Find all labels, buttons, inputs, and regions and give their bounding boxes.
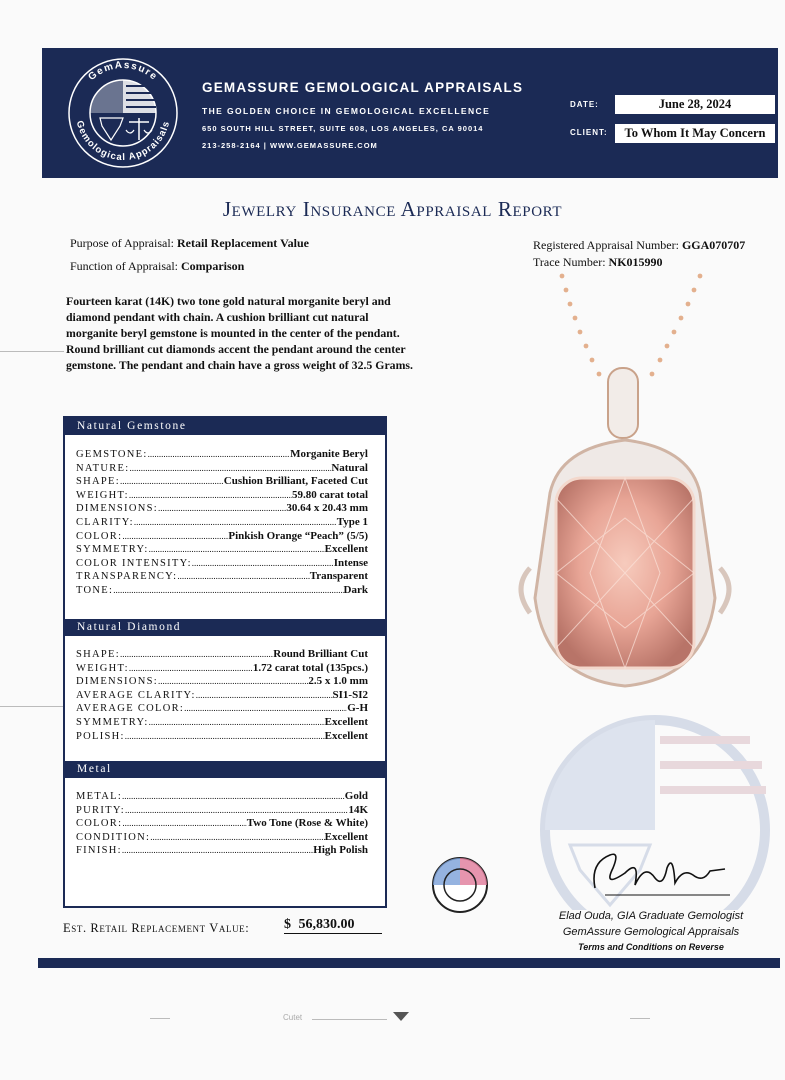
leader-dots [184, 702, 347, 715]
letterhead-banner [42, 48, 778, 178]
gemstone-row-label: WEIGHT: [76, 489, 129, 501]
leader-dots [113, 584, 343, 597]
diamond-row-label: POLISH: [76, 730, 125, 742]
appraiser-name: Elad Ouda, GIA Graduate Gemologist [558, 910, 744, 922]
seal-bottom-text: Gemological Appraisals [73, 119, 173, 164]
gemstone-row-value: Intense [333, 556, 368, 569]
company-seal-icon [64, 56, 182, 170]
diamond-row [76, 730, 368, 743]
diamond-row [76, 716, 368, 729]
estimate-value-box [284, 917, 382, 934]
scan-mark [630, 1018, 650, 1019]
metal-heading: Metal [65, 761, 385, 778]
diamond-row-value: 2.5 x 1.0 mm [308, 675, 368, 688]
function-value: Comparison [181, 259, 245, 273]
gemstone-row-value: Pinkish Orange “Peach” (5/5) [228, 529, 368, 542]
report-title: Jewelry Insurance Appraisal Report [222, 197, 563, 221]
leader-dots [196, 689, 333, 702]
footer-bar [38, 958, 780, 968]
gemstone-row [76, 543, 368, 556]
company-tagline: THE GOLDEN CHOICE IN GEMOLOGICAL EXCELLENCE [202, 106, 491, 116]
leader-dots [192, 557, 334, 570]
gemstone-row-label: DIMENSIONS: [76, 503, 158, 515]
purpose-label: Purpose of Appraisal: [70, 236, 174, 250]
function-line [70, 259, 244, 274]
metal-row-label: CONDITION: [76, 831, 151, 843]
leader-dots [125, 804, 348, 817]
leader-dots [120, 648, 273, 661]
scan-line [0, 351, 64, 352]
diamond-row-label: AVERAGE CLARITY: [76, 689, 196, 701]
gemstone-row-label: CLARITY: [76, 517, 134, 528]
gemstone-row-label: NATURE: [76, 462, 130, 474]
scan-line [0, 706, 64, 707]
metal-row-value: 14K [348, 803, 368, 816]
trace-label: Trace Number: [533, 255, 606, 269]
company-name: GEMASSURE GEMOLOGICAL APPRAISALS [202, 80, 524, 95]
scan-footer-text: Cutet [283, 1013, 303, 1022]
leader-dots [149, 543, 325, 556]
gemstone-row-value: Type 1 [336, 516, 368, 528]
gemstone-row-value: Transparent [309, 570, 368, 583]
gemstone-row-label: SYMMETRY: [76, 544, 149, 556]
diamond-row-value: Excellent [324, 716, 368, 728]
leader-dots [129, 462, 331, 475]
leader-dots [122, 817, 246, 830]
diamond-row [76, 675, 368, 688]
gemstone-row-value: Natural [331, 461, 368, 474]
leader-dots [122, 790, 345, 803]
gemstone-row-label: GEMSTONE: [76, 449, 148, 460]
company-address: 650 SOUTH HILL STREET, SUITE 608, LOS ANGELES, CA 90014 [202, 124, 484, 133]
svg-text:Gemological Appraisals [74, 119, 172, 163]
signature-image [585, 843, 735, 903]
pendant-photo [500, 268, 750, 698]
item-description: Fourteen karat (14K) two tone gold natural morganite beryl and diamond pendant with chain. A cushion brilliant cut natural morganite beryl gemstone is mounted in the center of the pendant. Round brilliant cut diamonds accent the pendant around the center gemstone. The pendant and chain have a gross weight of 32.5 Grams. [66, 294, 413, 372]
metal-row-value: High Polish [313, 844, 368, 857]
metal-row [76, 831, 368, 844]
registered-value: GGA070707 [681, 238, 746, 252]
diamond-row-value: G-H [347, 702, 368, 715]
diamond-heading: Natural Diamond [65, 619, 385, 636]
diamond-row-value: Excellent [324, 729, 368, 742]
scan-mark [150, 1018, 170, 1019]
specification-table [63, 416, 387, 908]
gemstone-heading: Natural Gemstone [65, 418, 385, 435]
gemstone-row-label: COLOR INTENSITY: [76, 557, 192, 569]
gemstone-row [76, 475, 368, 488]
metal-row-value: Gold [344, 790, 368, 802]
date-value: June 28, 2024 [615, 95, 775, 114]
gemstone-row-label: TRANSPARENCY: [76, 571, 178, 583]
leader-dots [120, 475, 224, 488]
leader-dots [158, 502, 286, 515]
estimate-currency: $ [284, 917, 291, 932]
diamond-row [76, 662, 368, 675]
leader-dots [134, 516, 337, 529]
metal-row-label: METAL: [76, 791, 123, 802]
diamond-row-value: 1.72 carat total (135pcs.) [252, 661, 368, 674]
gemstone-row-value: 59.80 carat total [291, 488, 368, 501]
estimate-value: 56,830.00 [298, 917, 355, 932]
registered-label: Registered Appraisal Number: [533, 238, 679, 252]
gemstone-row-value: Excellent [324, 543, 368, 556]
diamond-row-label: WEIGHT: [76, 662, 129, 674]
gemstone-row-value: 30.64 x 20.43 mm [286, 502, 368, 515]
purpose-line [70, 236, 309, 251]
gemstone-row [76, 462, 368, 475]
metal-row [76, 804, 368, 817]
diamond-row-label: DIMENSIONS: [76, 676, 158, 688]
metal-row [76, 844, 368, 857]
leader-dots [122, 844, 313, 857]
metal-row-value: Excellent [324, 830, 368, 843]
small-seal-icon [430, 855, 490, 915]
purpose-value: Retail Replacement Value [177, 236, 309, 250]
diamond-row-value: SI1-SI2 [332, 688, 368, 701]
diamond-row [76, 648, 368, 661]
metal-row [76, 790, 368, 803]
date-label: DATE: [570, 100, 599, 109]
leader-dots [177, 570, 309, 583]
diamond-row-label: SHAPE: [76, 649, 120, 660]
function-label: Function of Appraisal: [70, 259, 178, 273]
gemstone-row [76, 502, 368, 515]
gemstone-row [76, 516, 368, 529]
gemstone-row-label: SHAPE: [76, 476, 120, 488]
diamond-row-label: AVERAGE COLOR: [76, 703, 185, 715]
company-contact: 213-258-2164 | WWW.GEMASSURE.COM [202, 141, 378, 150]
registered-line [533, 238, 745, 253]
metal-row-label: PURITY: [76, 804, 125, 816]
gemstone-row [76, 489, 368, 502]
leader-dots [149, 716, 325, 729]
gemstone-row [76, 570, 368, 583]
client-value: To Whom It May Concern [615, 124, 775, 143]
gemstone-row [76, 557, 368, 570]
gemstone-row-label: TONE: [76, 585, 114, 596]
diamond-row [76, 689, 368, 702]
metal-row [76, 817, 368, 830]
terms-note: Terms and Conditions on Reverse [578, 942, 724, 952]
leader-dots [158, 675, 308, 688]
chain-icon [560, 274, 703, 377]
gemstone-row-value: Morganite Beryl [290, 448, 368, 460]
estimate-label: Est. Retail Replacement Value: [63, 921, 250, 935]
leader-dots [129, 489, 292, 502]
leader-dots [148, 448, 291, 461]
trace-value: NK015990 [608, 255, 663, 269]
gemstone-row-label: COLOR: [76, 530, 123, 542]
gemstone-row-value: Dark [343, 584, 368, 596]
diamond-row-label: SYMMETRY: [76, 717, 149, 728]
leader-dots [129, 662, 253, 675]
metal-row-label: FINISH: [76, 845, 122, 857]
appraiser-company: GemAssure Gemological Appraisals [562, 926, 740, 938]
gemstone-row-value: Cushion Brilliant, Faceted Cut [223, 475, 368, 488]
triangle-down-icon [393, 1012, 409, 1022]
diamond-row [76, 702, 368, 715]
gemstone-row [76, 530, 368, 543]
metal-row-value: Two Tone (Rose & White) [246, 817, 368, 830]
leader-dots [125, 730, 325, 743]
gemstone-row [76, 448, 368, 461]
diamond-row-value: Round Brilliant Cut [273, 648, 368, 660]
seal-top-text: GemAssure [86, 59, 160, 84]
client-label: CLIENT: [570, 128, 608, 137]
leader-dots [150, 831, 324, 844]
metal-row-label: COLOR: [76, 818, 123, 830]
gemstone-row [76, 584, 368, 597]
leader-dots [122, 530, 228, 543]
bail-icon [608, 368, 638, 438]
scan-mark [312, 1019, 387, 1020]
